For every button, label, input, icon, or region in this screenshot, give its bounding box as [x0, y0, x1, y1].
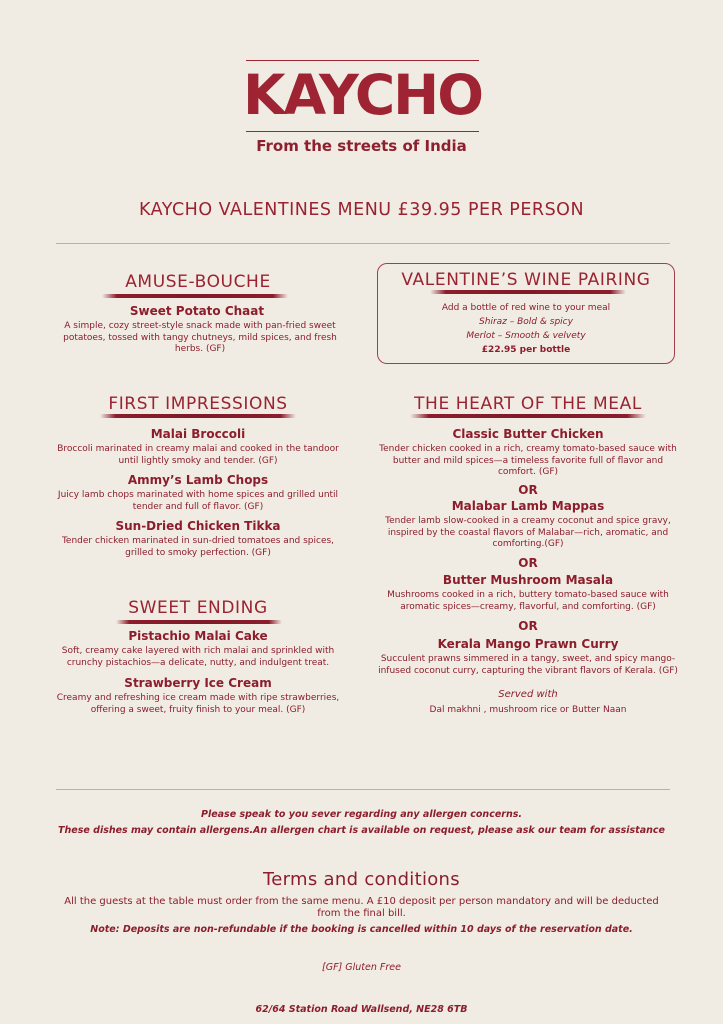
sweet-dish-1-name: Pistachio Malai Cake [128, 629, 268, 643]
heart-dish-2-name: Malabar Lamb Mappas [451, 499, 605, 513]
logo-top-rule [246, 60, 479, 61]
divider-top [56, 243, 670, 244]
allergen-line-1: Please speak to you sever regarding any allergen concerns. [200, 809, 522, 820]
menu-title: KAYCHO VALENTINES MENU £39.95 PER PERSON [138, 200, 585, 220]
logo: KAYCHO [243, 63, 482, 127]
allergen-line-2: These dishes may contain allergens.An allergen chart is available on request, please ask our team for assistance [58, 825, 665, 836]
wine-intro: Add a bottle of red wine to your meal [441, 303, 611, 313]
wine-title: VALENTINE’S WINE PAIRING [401, 270, 651, 290]
amuse-dish-name: Sweet Potato Chaat [129, 304, 265, 318]
first-dish-2-name: Ammy’s Lamb Chops [127, 473, 269, 487]
first-dish-2-desc: Juicy lamb chops marinated with home spices and grilled until tender and full of flavor. (GF) [57, 490, 339, 512]
heart-dish-4-desc: Succulent prawns simmered in a tangy, sweet, and spicy mango-infused coconut curry, capturing the vibrant flavors of Kerala. (GF) [378, 654, 678, 676]
sweet-title: SWEET ENDING [128, 598, 268, 618]
heart-dish-1-name: Classic Butter Chicken [452, 427, 604, 441]
divider-bottom [56, 789, 670, 790]
served-with-text: Dal makhni , mushroom rice or Butter Naan [429, 705, 627, 715]
served-with-label: Served with [498, 689, 558, 700]
heart-title: THE HEART OF THE MEAL [414, 394, 642, 414]
or-label-2: OR [518, 556, 538, 570]
first-title: FIRST IMPRESSIONS [108, 394, 288, 414]
address: 62/64 Station Road Wallsend, NE28 6TB [255, 1004, 468, 1015]
sweet-dish-1-desc: Soft, creamy cake layered with rich malai and sprinkled with crunchy pistachios—a delicate, nutty, and indulgent treat. [61, 646, 335, 668]
logo-bottom-rule [246, 131, 479, 132]
sweet-dish-2-desc: Creamy and refreshing ice cream made with ripe strawberries, offering a sweet, fruity finish to your meal. (GF) [56, 693, 340, 715]
heart-brush [410, 414, 646, 418]
wine-price: £22.95 per bottle [481, 345, 571, 355]
terms-note: Note: Deposits are non-refundable if the booking is cancelled within 10 days of the reservation date. [90, 924, 633, 935]
first-brush [100, 414, 296, 418]
heart-dish-3-desc: Mushrooms cooked in a rich, buttery tomato-based sauce with aromatic spices—creamy, flavorful, and comforting. (GF) [387, 590, 669, 612]
sweet-dish-2-name: Strawberry Ice Cream [124, 676, 272, 690]
gf-key: [GF] Gluten Free [322, 962, 401, 973]
or-label-1: OR [518, 483, 538, 497]
tagline: From the streets of India [256, 137, 467, 155]
amuse-brush [102, 294, 288, 298]
terms-text: All the guests at the table must order from the same menu. A £10 deposit per person mandatory and will be deducted from the final bill. [64, 896, 659, 919]
first-dish-3-name: Sun-Dried Chicken Tikka [115, 519, 281, 533]
heart-dish-4-name: Kerala Mango Prawn Curry [437, 637, 619, 651]
wine-brush [430, 290, 626, 294]
heart-dish-3-name: Butter Mushroom Masala [442, 573, 614, 587]
first-dish-1-name: Malai Broccoli [150, 427, 246, 441]
first-dish-3-desc: Tender chicken marinated in sun-dried tomatoes and spices, grilled to smoky perfection. (GF) [61, 536, 335, 558]
amuse-dish-desc: A simple, cozy street-style snack made with pan-fried sweet potatoes, tossed with tangy chutneys, mild spices, and fresh herbs. (GF) [63, 321, 337, 354]
wine-option-merlot: Merlot – Smooth & velvety [466, 331, 586, 341]
amuse-title: AMUSE-BOUCHE [125, 272, 271, 292]
first-dish-1-desc: Broccoli marinated in creamy malai and cooked in the tandoor until lightly smoky and tender. (GF) [57, 444, 339, 466]
or-label-3: OR [518, 619, 538, 633]
heart-dish-2-desc: Tender lamb slow-cooked in a creamy coconut and spice gravy, inspired by the coastal flavors of Malabar—rich, aromatic, and comforting.(GF) [385, 516, 671, 549]
heart-dish-1-desc: Tender chicken cooked in a rich, creamy tomato-based sauce with butter and mild spices—a timeless favorite full of flavor and comfort. (GF) [379, 444, 677, 477]
wine-option-shiraz: Shiraz – Bold & spicy [479, 317, 573, 327]
sweet-brush [116, 620, 282, 624]
terms-title: Terms and conditions [263, 869, 460, 890]
